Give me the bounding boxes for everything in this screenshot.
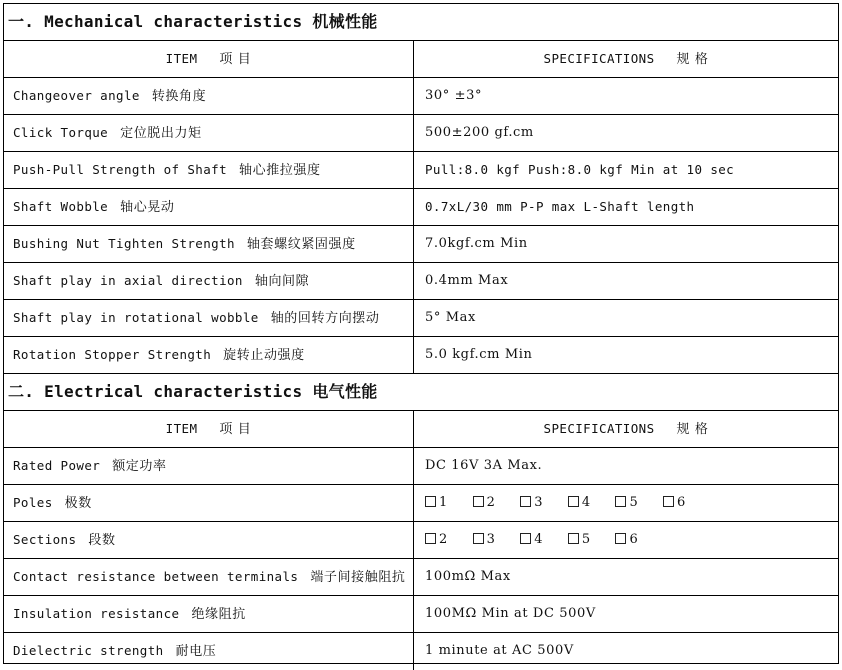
checkbox-icon — [520, 533, 531, 544]
item-cell — [4, 115, 414, 151]
section-option-5[interactable]: 5 — [568, 532, 591, 547]
mechanical-section-title: 一. Mechanical characteristics 机械性能 — [4, 4, 838, 41]
section-option-6[interactable]: 6 — [615, 532, 638, 547]
table-row — [4, 300, 838, 337]
item-label-cn: 旋转止动强度 — [223, 348, 305, 363]
item-label: Rated Power — [13, 458, 101, 473]
table-row — [4, 152, 838, 189]
spec-header-label: SPECIFICATIONS — [543, 421, 655, 436]
table-row — [4, 559, 838, 596]
item-cell — [4, 152, 414, 188]
table-row — [4, 448, 838, 485]
item-label: Insulation resistance — [13, 606, 180, 621]
spec-value: 500±200 gf.cm — [425, 125, 534, 140]
spec-value: 30° ±3° — [425, 88, 483, 103]
item-label: Shaft play in rotational wobble — [13, 310, 259, 325]
item-cell — [4, 596, 414, 632]
item-label-cn: 轴向间隙 — [254, 274, 310, 289]
item-label: Shaft Wobble — [13, 199, 109, 214]
pole-option-6[interactable]: 6 — [663, 495, 686, 510]
item-label: Push-Pull Strength of Shaft — [13, 162, 227, 177]
item-cell — [4, 559, 414, 595]
item-label: Rotation Stopper Strength — [13, 347, 212, 362]
checkbox-icon — [663, 496, 674, 507]
table-row — [4, 226, 838, 263]
item-cell — [4, 485, 414, 521]
item-label-cn: 轴套螺纹紧固强度 — [246, 237, 356, 252]
checkbox-icon — [568, 496, 579, 507]
table-row — [4, 522, 838, 559]
spec-sheet — [3, 3, 839, 664]
item-label-cn: 端子间接触阻抗 — [310, 570, 406, 585]
spec-value: 7.0kgf.cm Min — [425, 236, 528, 251]
item-cell — [4, 263, 414, 299]
item-cell — [4, 189, 414, 225]
item-header-cn: 项 目 — [219, 422, 252, 437]
pole-option-2[interactable]: 2 — [473, 495, 496, 510]
item-cell — [4, 337, 414, 373]
spec-value: 1 minute at AC 500V — [425, 643, 574, 658]
item-label: Changeover angle — [13, 88, 140, 103]
table-row — [4, 189, 838, 226]
spec-value: 5° Max — [425, 310, 476, 325]
pole-option-5[interactable]: 5 — [615, 495, 638, 510]
item-label-cn: 段数 — [88, 533, 116, 548]
electrical-header-row — [4, 411, 838, 448]
spec-value: 0.4mm Max — [425, 273, 509, 288]
section-option-4[interactable]: 4 — [520, 532, 543, 547]
spec-value: DC 16V 3A Max. — [425, 458, 543, 473]
pole-option-1[interactable]: 1 — [425, 495, 448, 510]
pole-option-4[interactable]: 4 — [568, 495, 591, 510]
spec-header-label: SPECIFICATIONS — [543, 51, 655, 66]
sections-options — [414, 522, 838, 558]
item-header-label: ITEM — [165, 51, 198, 66]
table-row — [4, 337, 838, 374]
table-row — [4, 485, 838, 522]
checkbox-icon — [520, 496, 531, 507]
item-header-label: ITEM — [165, 421, 198, 436]
item-label-cn: 轴心推拉强度 — [239, 163, 321, 178]
checkbox-icon — [568, 533, 579, 544]
poles-options — [414, 485, 838, 521]
table-row — [4, 115, 838, 152]
item-label: Poles — [13, 495, 53, 510]
table-row — [4, 263, 838, 300]
item-cell — [4, 226, 414, 262]
item-header — [4, 41, 414, 77]
item-label-cn: 转换角度 — [151, 89, 207, 104]
spec-value: 5.0 kgf.cm Min — [425, 347, 533, 362]
spec-value: Pull:8.0 kgf Push:8.0 kgf Min at 10 sec — [425, 162, 735, 177]
checkbox-icon — [615, 496, 626, 507]
checkbox-icon — [615, 533, 626, 544]
item-label-cn: 定位脱出力矩 — [120, 126, 202, 141]
item-label-cn: 极数 — [64, 496, 92, 511]
spec-value: 100mΩ Max — [425, 569, 511, 584]
item-label: Click Torque — [13, 125, 109, 140]
item-cell — [4, 300, 414, 336]
item-label: Shaft play in axial direction — [13, 273, 243, 288]
item-label-cn: 绝缘阻抗 — [191, 607, 246, 622]
item-label-cn: 额定功率 — [112, 459, 167, 474]
item-label: Contact resistance between terminals — [13, 569, 299, 584]
checkbox-icon — [425, 533, 436, 544]
checkbox-icon — [473, 496, 484, 507]
table-row — [4, 78, 838, 115]
table-row — [4, 596, 838, 633]
item-header — [4, 411, 414, 447]
item-cell — [4, 448, 414, 484]
checkbox-icon — [425, 496, 436, 507]
spec-header — [414, 411, 838, 447]
section-option-3[interactable]: 3 — [473, 532, 496, 547]
spec-header-cn: 规 格 — [676, 422, 709, 437]
item-cell — [4, 633, 414, 670]
spec-header-cn: 规 格 — [676, 52, 709, 67]
item-cell — [4, 522, 414, 558]
item-label-cn: 耐电压 — [175, 644, 217, 659]
electrical-section-title: 二. Electrical characteristics 电气性能 — [4, 374, 838, 411]
pole-option-3[interactable]: 3 — [520, 495, 543, 510]
section-option-2[interactable]: 2 — [425, 532, 448, 547]
item-label: Bushing Nut Tighten Strength — [13, 236, 235, 251]
item-cell — [4, 78, 414, 114]
item-label: Dielectric strength — [13, 643, 164, 658]
spec-value: 0.7xL/30 mm P-P max L-Shaft length — [425, 199, 695, 214]
spec-value: 100MΩ Min at DC 500V — [425, 606, 596, 621]
table-row — [4, 633, 838, 670]
spec-header — [414, 41, 838, 77]
mechanical-header-row — [4, 41, 838, 78]
item-label-cn: 轴心晃动 — [120, 200, 175, 215]
item-label: Sections — [13, 532, 77, 547]
item-header-cn: 项 目 — [219, 52, 252, 67]
checkbox-icon — [473, 533, 484, 544]
item-label-cn: 轴的回转方向摆动 — [270, 311, 380, 326]
